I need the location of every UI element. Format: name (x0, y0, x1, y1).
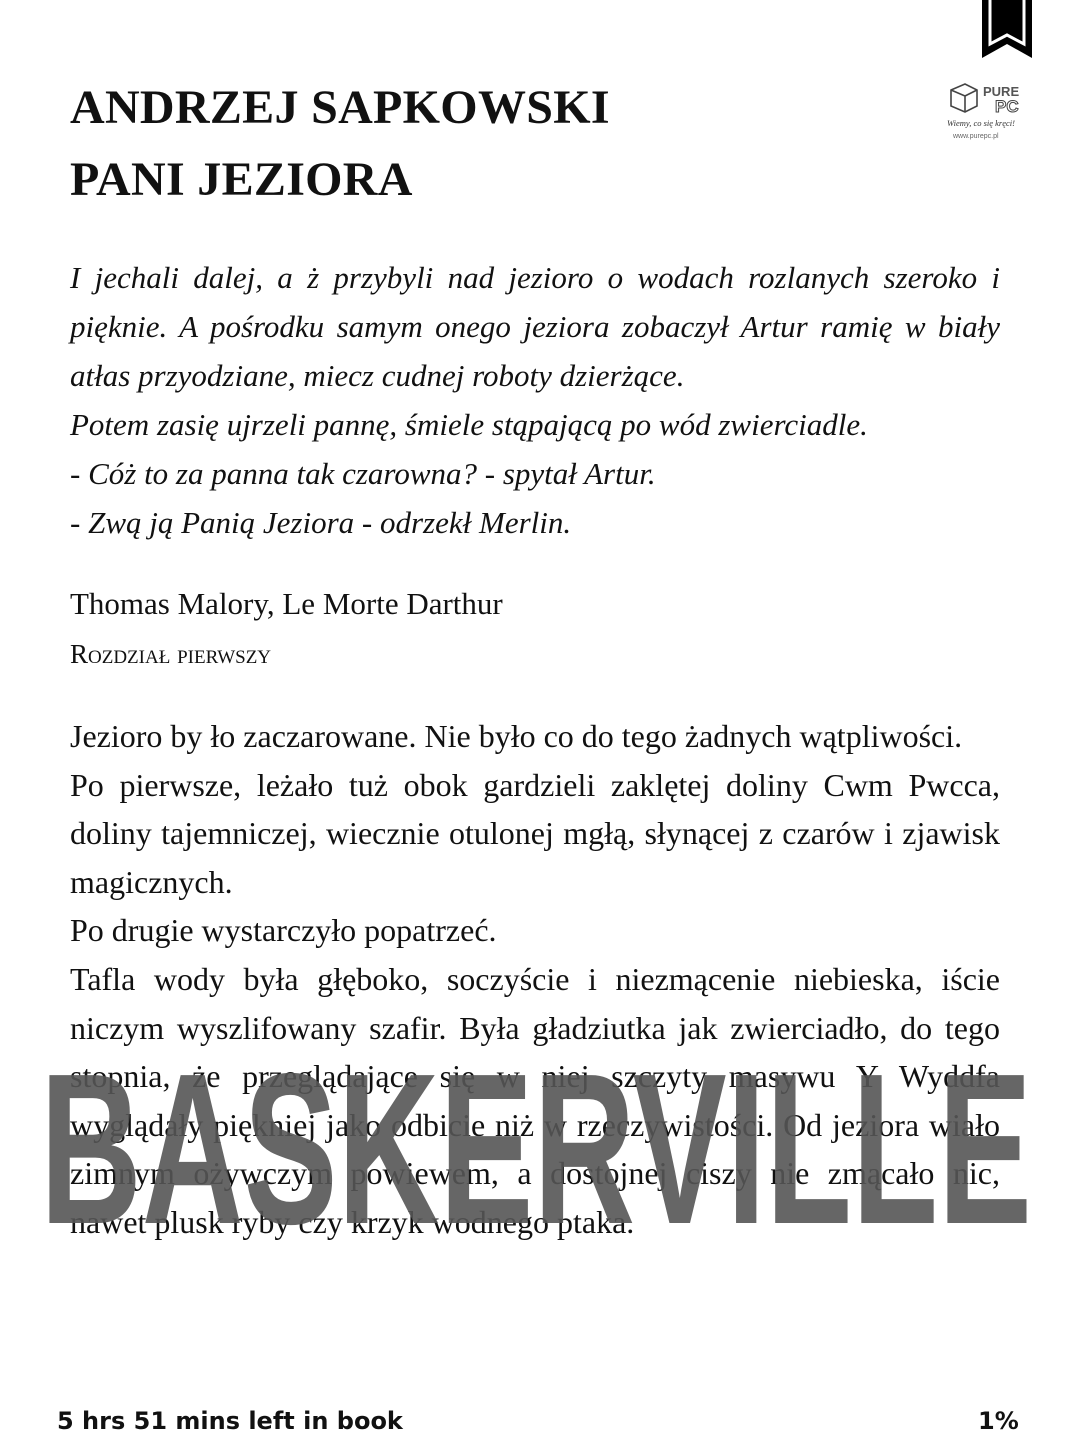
reading-progress: 1% (978, 1407, 1019, 1435)
body-paragraph: Po drugie wystarczyło popatrzeć. (70, 912, 497, 949)
epigraph-line: - Cóż to za panna tak czarowna? - spytał Artur. (70, 456, 656, 491)
purepc-logo-icon (945, 80, 1040, 142)
body-paragraph: Po pierwsze, leżało tuż obok gardzieli zaklętej doliny Cwm Pwcca, doliny tajemniczej, wiecznie otulonej mgłą, słynącej z czarów i zjawisk magicznych. (70, 766, 1000, 900)
epigraph-line: Potem zasię ujrzeli pannę, śmiele stąpającą po wód zwierciadle. (70, 407, 868, 442)
body-paragraph: Jezioro by ło zaczarowane. Nie było co do tego żadnych wątpliwości. (70, 718, 963, 754)
book-author: ANDRZEJ SAPKOWSKI (70, 81, 610, 134)
book-title: PANI JEZIORA (70, 153, 413, 206)
chapter-heading: Rozdział pierwszy (70, 639, 272, 669)
bookmark-icon[interactable] (982, 0, 1032, 58)
reading-text (70, 712, 1000, 1247)
logo-tagline: Wiemy, co się kręci! (947, 118, 1015, 128)
time-left-label: 5 hrs 51 mins left in book (57, 1407, 403, 1435)
book-heading (70, 72, 610, 216)
watermark-text: BASKERVILLE (40, 1063, 1032, 1239)
epigraph-line: - Zwą ją Panią Jeziora - odrzekł Merlin. (70, 505, 572, 540)
epigraph (70, 253, 1000, 547)
epigraph-source: Thomas Malory, Le Morte Darthur (70, 586, 503, 621)
logo-url: www.purepc.pl (953, 133, 999, 140)
logo-brand-bottom: PC (995, 97, 1019, 116)
epigraph-line: I jechali dalej, a ż przybyli nad jezioro o wodach rozlanych szeroko i pięknie. A pośrodku samym onego jeziora zobaczył Artur ramię w biały atłas przyodziane, miecz cudnej roboty dzierżące. (70, 260, 1000, 393)
logo-brand-top: PURE (983, 84, 1020, 99)
body-paragraph: Tafla wody była głęboko, soczyście i niezmącenie niebieska, iście niczym wyszlifowany szafir. Była gładziutka jak zwierciadło, do tego stopnia, że przeglądające się w niej szczyty masywu Y Wyddfa wyglądały piękniej jako odbicie niż w rzeczywistości. Od jeziora wiało zimnym ożywczym powiewem, a dostojnej ciszy nie zmącało nic, nawet plusk ryby czy krzyk wodnego ptaka. (70, 960, 1000, 1240)
